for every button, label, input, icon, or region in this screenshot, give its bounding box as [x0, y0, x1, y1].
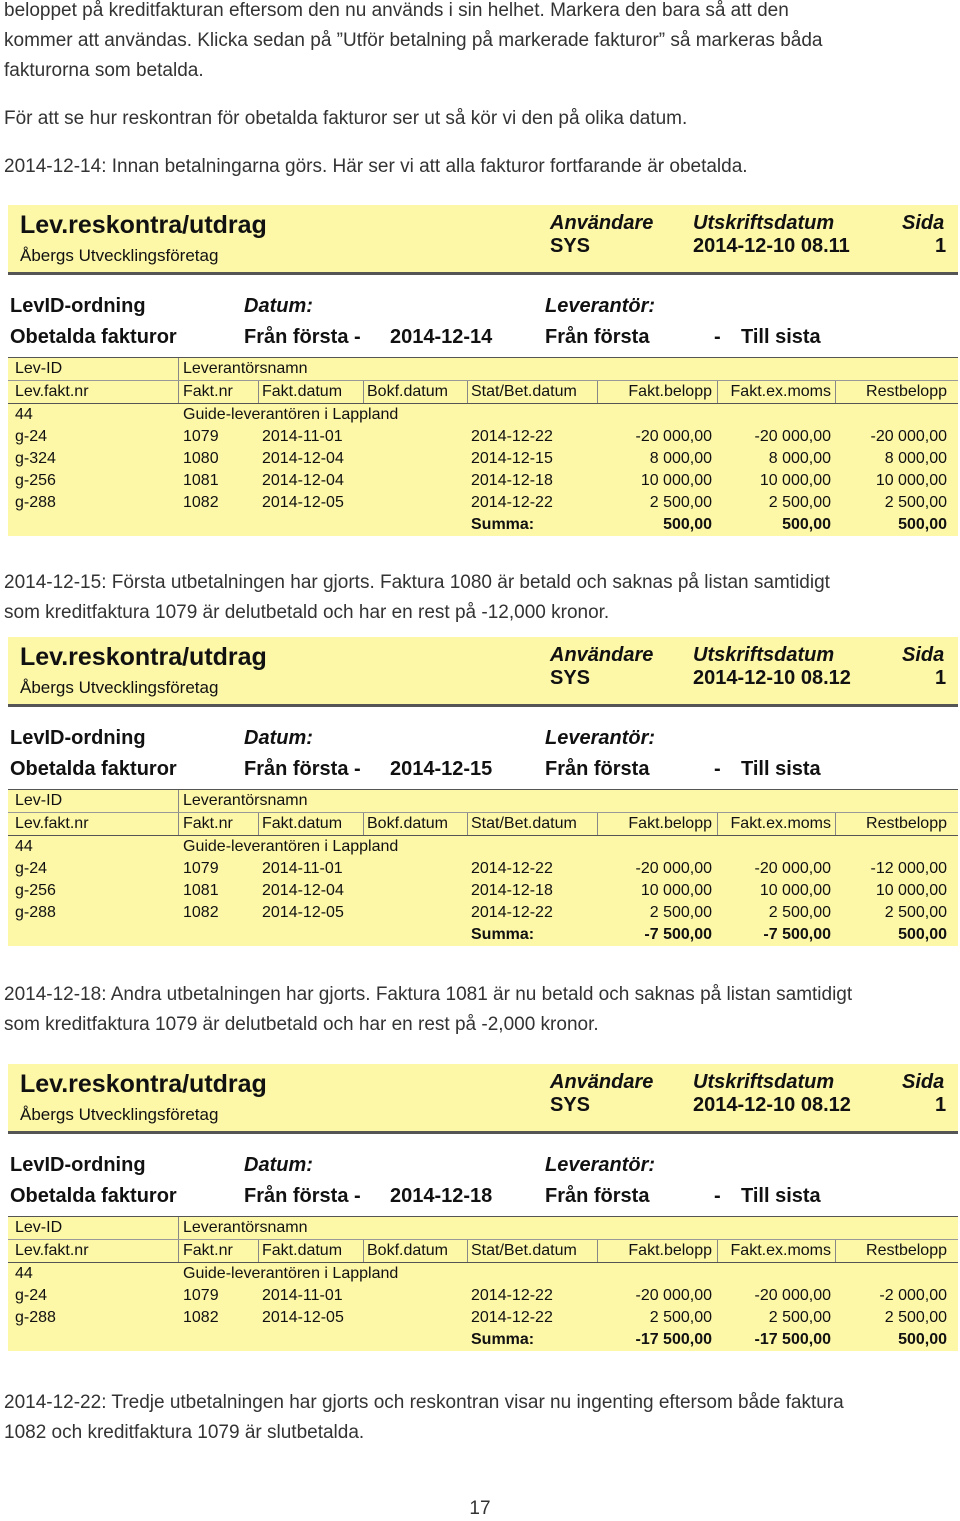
table-cell: 2 500,00 [884, 1309, 947, 1326]
col-invoice-nr: Fakt.nr [183, 383, 233, 400]
print-date-label: Utskriftsdatum [693, 1071, 835, 1093]
table-cell: 2 500,00 [649, 904, 712, 921]
date-from: Från första - [244, 1185, 361, 1207]
section-caption-3-line-2: som kreditfaktura 1079 är delutbetald och har en rest på -2,000 kronor. [4, 1014, 599, 1035]
order-value: Obetalda fakturor [10, 1185, 177, 1207]
table-cell: 2014-12-05 [262, 1309, 344, 1326]
col-levid: Lev-ID [15, 360, 63, 377]
report-title: Lev.reskontra/utdrag [20, 1070, 267, 1098]
company-name: Åbergs Utvecklingsföretag [20, 246, 219, 265]
table-row [8, 858, 958, 880]
date-from: Från första - [244, 758, 361, 780]
column-divider [835, 1240, 836, 1262]
table-cell: 2014-12-22 [471, 1287, 553, 1304]
table-cell: 10 000,00 [875, 472, 947, 489]
col-invoice-amount: Fakt.belopp [628, 1242, 712, 1259]
col-invoice-ref: Lev.fakt.nr [15, 383, 89, 400]
table-cell: 1082 [183, 494, 219, 511]
table-cell: 2014-12-22 [471, 1309, 553, 1326]
section-caption-4-line-1: 2014-12-22: Tredje utbetalningen har gjorts och reskontran visar nu ingenting eftersom både faktura [4, 1392, 844, 1413]
table-cell: g-288 [15, 904, 56, 921]
table-cell: g-256 [15, 472, 56, 489]
col-ex-vat: Fakt.ex.moms [730, 383, 831, 400]
report-header [8, 1064, 958, 1134]
col-invoice-amount: Fakt.belopp [628, 815, 712, 832]
company-name: Åbergs Utvecklingsföretag [20, 678, 219, 697]
table-cell: 2014-11-01 [262, 860, 343, 877]
column-divider [363, 381, 364, 403]
table-cell: 2014-12-22 [471, 904, 553, 921]
table-cell: 10 000,00 [875, 882, 947, 899]
col-remaining: Restbelopp [866, 383, 947, 400]
table-cell: -20 000,00 [754, 428, 831, 445]
date-label: Datum: [244, 1154, 313, 1176]
page-value: 1 [935, 235, 947, 257]
table-cell: 1079 [183, 428, 219, 445]
explanation-text: För att se hur reskontran för obetalda fakturor ser ut så kör vi den på olika datum. [4, 108, 688, 129]
col-ex-vat: Fakt.ex.moms [730, 815, 831, 832]
table-cell: 2 500,00 [649, 494, 712, 511]
report-3 [8, 1064, 958, 1351]
table-cell: g-324 [15, 450, 56, 467]
table-cell: 2014-12-22 [471, 428, 553, 445]
table-cell: 1079 [183, 860, 219, 877]
table-cell: 2014-11-01 [262, 428, 343, 445]
table-cell: -2 000,00 [879, 1287, 947, 1304]
sum-row [8, 514, 958, 536]
table-cell: 500,00 [898, 1331, 947, 1348]
report-table [8, 789, 958, 946]
table-cell: g-24 [15, 428, 48, 445]
col-invoice-nr: Fakt.nr [183, 1242, 233, 1259]
column-divider [258, 381, 259, 403]
supplier-dash: - [714, 758, 721, 780]
col-levid: Lev-ID [15, 792, 63, 809]
column-divider [835, 381, 836, 403]
user-value: SYS [550, 235, 591, 257]
table-cell: 2014-12-22 [471, 494, 553, 511]
col-booking-date: Bokf.datum [367, 1242, 448, 1259]
page-label: Sida [902, 212, 945, 234]
report-filters [8, 707, 958, 789]
column-header-row-2 [8, 1240, 958, 1263]
section-caption-2-line-2: som kreditfaktura 1079 är delutbetald och har en rest på -12,000 kronor. [4, 602, 610, 623]
table-row [8, 426, 958, 448]
col-supplier-name: Leverantörsnamn [183, 1219, 308, 1236]
table-row [8, 1307, 958, 1329]
table-cell: 10 000,00 [640, 472, 712, 489]
column-header-row-1 [8, 357, 958, 381]
table-cell: 500,00 [898, 926, 947, 943]
table-cell: 2 500,00 [768, 1309, 831, 1326]
print-date-value: 2014-12-10 08.12 [693, 1094, 851, 1116]
sum-label: Summa: [471, 926, 535, 943]
table-cell: 1081 [183, 472, 219, 489]
report-header [8, 205, 958, 275]
date-to: 2014-12-18 [390, 1185, 493, 1207]
column-header-row-2 [8, 813, 958, 836]
column-divider [717, 1240, 718, 1262]
col-booking-date: Bokf.datum [367, 383, 448, 400]
col-levid: Lev-ID [15, 1219, 63, 1236]
intro-line-2: kommer att användas. Klicka sedan på ”Utför betalning på markerade fakturor” så markeras båda [4, 30, 823, 51]
table-cell: 500,00 [663, 516, 712, 533]
column-divider [717, 381, 718, 403]
col-invoice-ref: Lev.fakt.nr [15, 1242, 89, 1259]
table-cell: 2014-12-22 [471, 860, 553, 877]
col-ex-vat: Fakt.ex.moms [730, 1242, 831, 1259]
section-caption-2-line-1: 2014-12-15: Första utbetalningen har gjorts. Faktura 1080 är betald och saknas på listan samtidigt [4, 572, 830, 593]
col-booking-date: Bokf.datum [367, 815, 448, 832]
col-remaining: Restbelopp [866, 1242, 947, 1259]
table-row [8, 448, 958, 470]
table-cell: -7 500,00 [763, 926, 831, 943]
col-remaining: Restbelopp [866, 815, 947, 832]
table-cell: g-24 [15, 860, 48, 877]
user-label: Användare [550, 212, 654, 234]
table-cell: g-24 [15, 1287, 48, 1304]
table-cell: -20 000,00 [635, 1287, 712, 1304]
column-divider [178, 790, 179, 812]
table-cell: 1081 [183, 882, 219, 899]
col-invoice-ref: Lev.fakt.nr [15, 815, 89, 832]
print-date-label: Utskriftsdatum [693, 212, 835, 234]
user-value: SYS [550, 667, 591, 689]
page-label: Sida [902, 644, 945, 666]
report-header [8, 637, 958, 707]
report-2 [8, 637, 958, 946]
table-row [8, 470, 958, 492]
column-divider [467, 813, 468, 835]
col-supplier-name: Leverantörsnamn [183, 792, 308, 809]
supplier-from: Från första [545, 326, 650, 348]
table-cell: -17 500,00 [635, 1331, 712, 1348]
column-divider [467, 1240, 468, 1262]
report-title: Lev.reskontra/utdrag [20, 211, 267, 239]
col-invoice-date: Fakt.datum [262, 383, 343, 400]
intro-line-3: fakturorna som betalda. [4, 60, 204, 81]
sum-label: Summa: [471, 1331, 535, 1348]
table-row [8, 880, 958, 902]
column-divider [178, 381, 179, 403]
sum-row [8, 924, 958, 946]
supplier-to: Till sista [741, 1185, 821, 1207]
table-cell: g-288 [15, 494, 56, 511]
table-cell: 2014-12-04 [262, 882, 344, 899]
column-divider [597, 813, 598, 835]
table-row [8, 1285, 958, 1307]
supplier-id: 44 [15, 406, 33, 423]
supplier-id: 44 [15, 1265, 33, 1282]
table-cell: 2 500,00 [768, 494, 831, 511]
table-row [8, 492, 958, 514]
table-cell: -20 000,00 [635, 428, 712, 445]
table-cell: 10 000,00 [640, 882, 712, 899]
column-divider [597, 381, 598, 403]
report-table [8, 1216, 958, 1351]
column-divider [258, 813, 259, 835]
supplier-to: Till sista [741, 758, 821, 780]
table-cell: 1082 [183, 1309, 219, 1326]
table-cell: 2 500,00 [649, 1309, 712, 1326]
table-cell: -20 000,00 [754, 1287, 831, 1304]
supplier-from: Från första [545, 758, 650, 780]
column-divider [363, 813, 364, 835]
table-cell: 8 000,00 [649, 450, 712, 467]
section-caption-4-line-2: 1082 och kreditfaktura 1079 är slutbetalda. [4, 1422, 365, 1443]
sum-label: Summa: [471, 516, 535, 533]
table-cell: 8 000,00 [884, 450, 947, 467]
column-divider [835, 813, 836, 835]
order-label: LevID-ordning [10, 1154, 146, 1176]
table-cell: -12 000,00 [870, 860, 947, 877]
report-filters [8, 275, 958, 357]
col-status-date: Stat/Bet.datum [471, 383, 577, 400]
order-value: Obetalda fakturor [10, 326, 177, 348]
column-header-row-2 [8, 381, 958, 404]
table-cell: g-288 [15, 1309, 56, 1326]
user-label: Användare [550, 644, 654, 666]
table-cell: 2014-12-15 [471, 450, 553, 467]
date-label: Datum: [244, 295, 313, 317]
page-label: Sida [902, 1071, 945, 1093]
sum-row [8, 1329, 958, 1351]
table-cell: 2014-12-18 [471, 882, 553, 899]
col-status-date: Stat/Bet.datum [471, 815, 577, 832]
column-divider [717, 813, 718, 835]
column-divider [467, 381, 468, 403]
supplier-row [8, 836, 958, 858]
supplier-from: Från första [545, 1185, 650, 1207]
supplier-label: Leverantör: [545, 295, 656, 317]
supplier-label: Leverantör: [545, 727, 656, 749]
table-cell: 10 000,00 [759, 472, 831, 489]
order-value: Obetalda fakturor [10, 758, 177, 780]
report-table [8, 357, 958, 536]
table-cell: 10 000,00 [759, 882, 831, 899]
order-label: LevID-ordning [10, 727, 146, 749]
company-name: Åbergs Utvecklingsföretag [20, 1105, 219, 1124]
col-invoice-nr: Fakt.nr [183, 815, 233, 832]
supplier-label: Leverantör: [545, 1154, 656, 1176]
column-header-row-1 [8, 789, 958, 813]
table-cell: 2014-12-18 [471, 472, 553, 489]
table-cell: 2014-12-05 [262, 494, 344, 511]
page-value: 1 [935, 1094, 947, 1116]
print-date-value: 2014-12-10 08.11 [693, 235, 850, 257]
table-cell: 2014-12-05 [262, 904, 344, 921]
column-divider [597, 1240, 598, 1262]
page-number: 17 [469, 1498, 491, 1519]
intro-line-1: beloppet på kreditfakturan eftersom den nu används i sin helhet. Markera den bara så att den [4, 0, 789, 21]
date-label: Datum: [244, 727, 313, 749]
col-invoice-date: Fakt.datum [262, 815, 343, 832]
print-date-value: 2014-12-10 08.12 [693, 667, 851, 689]
table-cell: -17 500,00 [754, 1331, 831, 1348]
table-cell: g-256 [15, 882, 56, 899]
report-title: Lev.reskontra/utdrag [20, 643, 267, 671]
supplier-to: Till sista [741, 326, 821, 348]
table-cell: 500,00 [782, 516, 831, 533]
supplier-row [8, 404, 958, 426]
table-cell: 1080 [183, 450, 219, 467]
page-value: 1 [935, 667, 947, 689]
supplier-name: Guide-leverantören i Lappland [183, 406, 399, 423]
column-divider [178, 813, 179, 835]
report-filters [8, 1134, 958, 1216]
column-divider [178, 358, 179, 380]
print-date-label: Utskriftsdatum [693, 644, 835, 666]
table-cell: 2014-11-01 [262, 1287, 343, 1304]
table-cell: 2 500,00 [884, 904, 947, 921]
table-cell: 2 500,00 [884, 494, 947, 511]
column-divider [178, 1217, 179, 1239]
table-cell: -20 000,00 [870, 428, 947, 445]
date-to: 2014-12-14 [390, 326, 493, 348]
table-cell: 500,00 [898, 516, 947, 533]
supplier-name: Guide-leverantören i Lappland [183, 838, 399, 855]
table-cell: -7 500,00 [644, 926, 712, 943]
user-label: Användare [550, 1071, 654, 1093]
user-value: SYS [550, 1094, 591, 1116]
col-invoice-date: Fakt.datum [262, 1242, 343, 1259]
supplier-id: 44 [15, 838, 33, 855]
column-divider [258, 1240, 259, 1262]
table-cell: -20 000,00 [754, 860, 831, 877]
date-to: 2014-12-15 [390, 758, 493, 780]
table-cell: 8 000,00 [768, 450, 831, 467]
table-cell: 2014-12-04 [262, 472, 344, 489]
column-header-row-1 [8, 1216, 958, 1240]
date-from: Från första - [244, 326, 361, 348]
order-label: LevID-ordning [10, 295, 146, 317]
column-divider [178, 1240, 179, 1262]
table-cell: 1079 [183, 1287, 219, 1304]
section-caption-1: 2014-12-14: Innan betalningarna görs. Här ser vi att alla fakturor fortfarande är obetalda. [4, 156, 748, 177]
supplier-dash: - [714, 1185, 721, 1207]
supplier-dash: - [714, 326, 721, 348]
supplier-row [8, 1263, 958, 1285]
table-row [8, 902, 958, 924]
table-cell: 2 500,00 [768, 904, 831, 921]
table-cell: 2014-12-04 [262, 450, 344, 467]
table-cell: 1082 [183, 904, 219, 921]
col-status-date: Stat/Bet.datum [471, 1242, 577, 1259]
supplier-name: Guide-leverantören i Lappland [183, 1265, 399, 1282]
table-cell: -20 000,00 [635, 860, 712, 877]
col-supplier-name: Leverantörsnamn [183, 360, 308, 377]
report-1 [8, 205, 958, 536]
column-divider [363, 1240, 364, 1262]
col-invoice-amount: Fakt.belopp [628, 383, 712, 400]
section-caption-3-line-1: 2014-12-18: Andra utbetalningen har gjorts. Faktura 1081 är nu betald och saknas på listan samtidigt [4, 984, 853, 1005]
